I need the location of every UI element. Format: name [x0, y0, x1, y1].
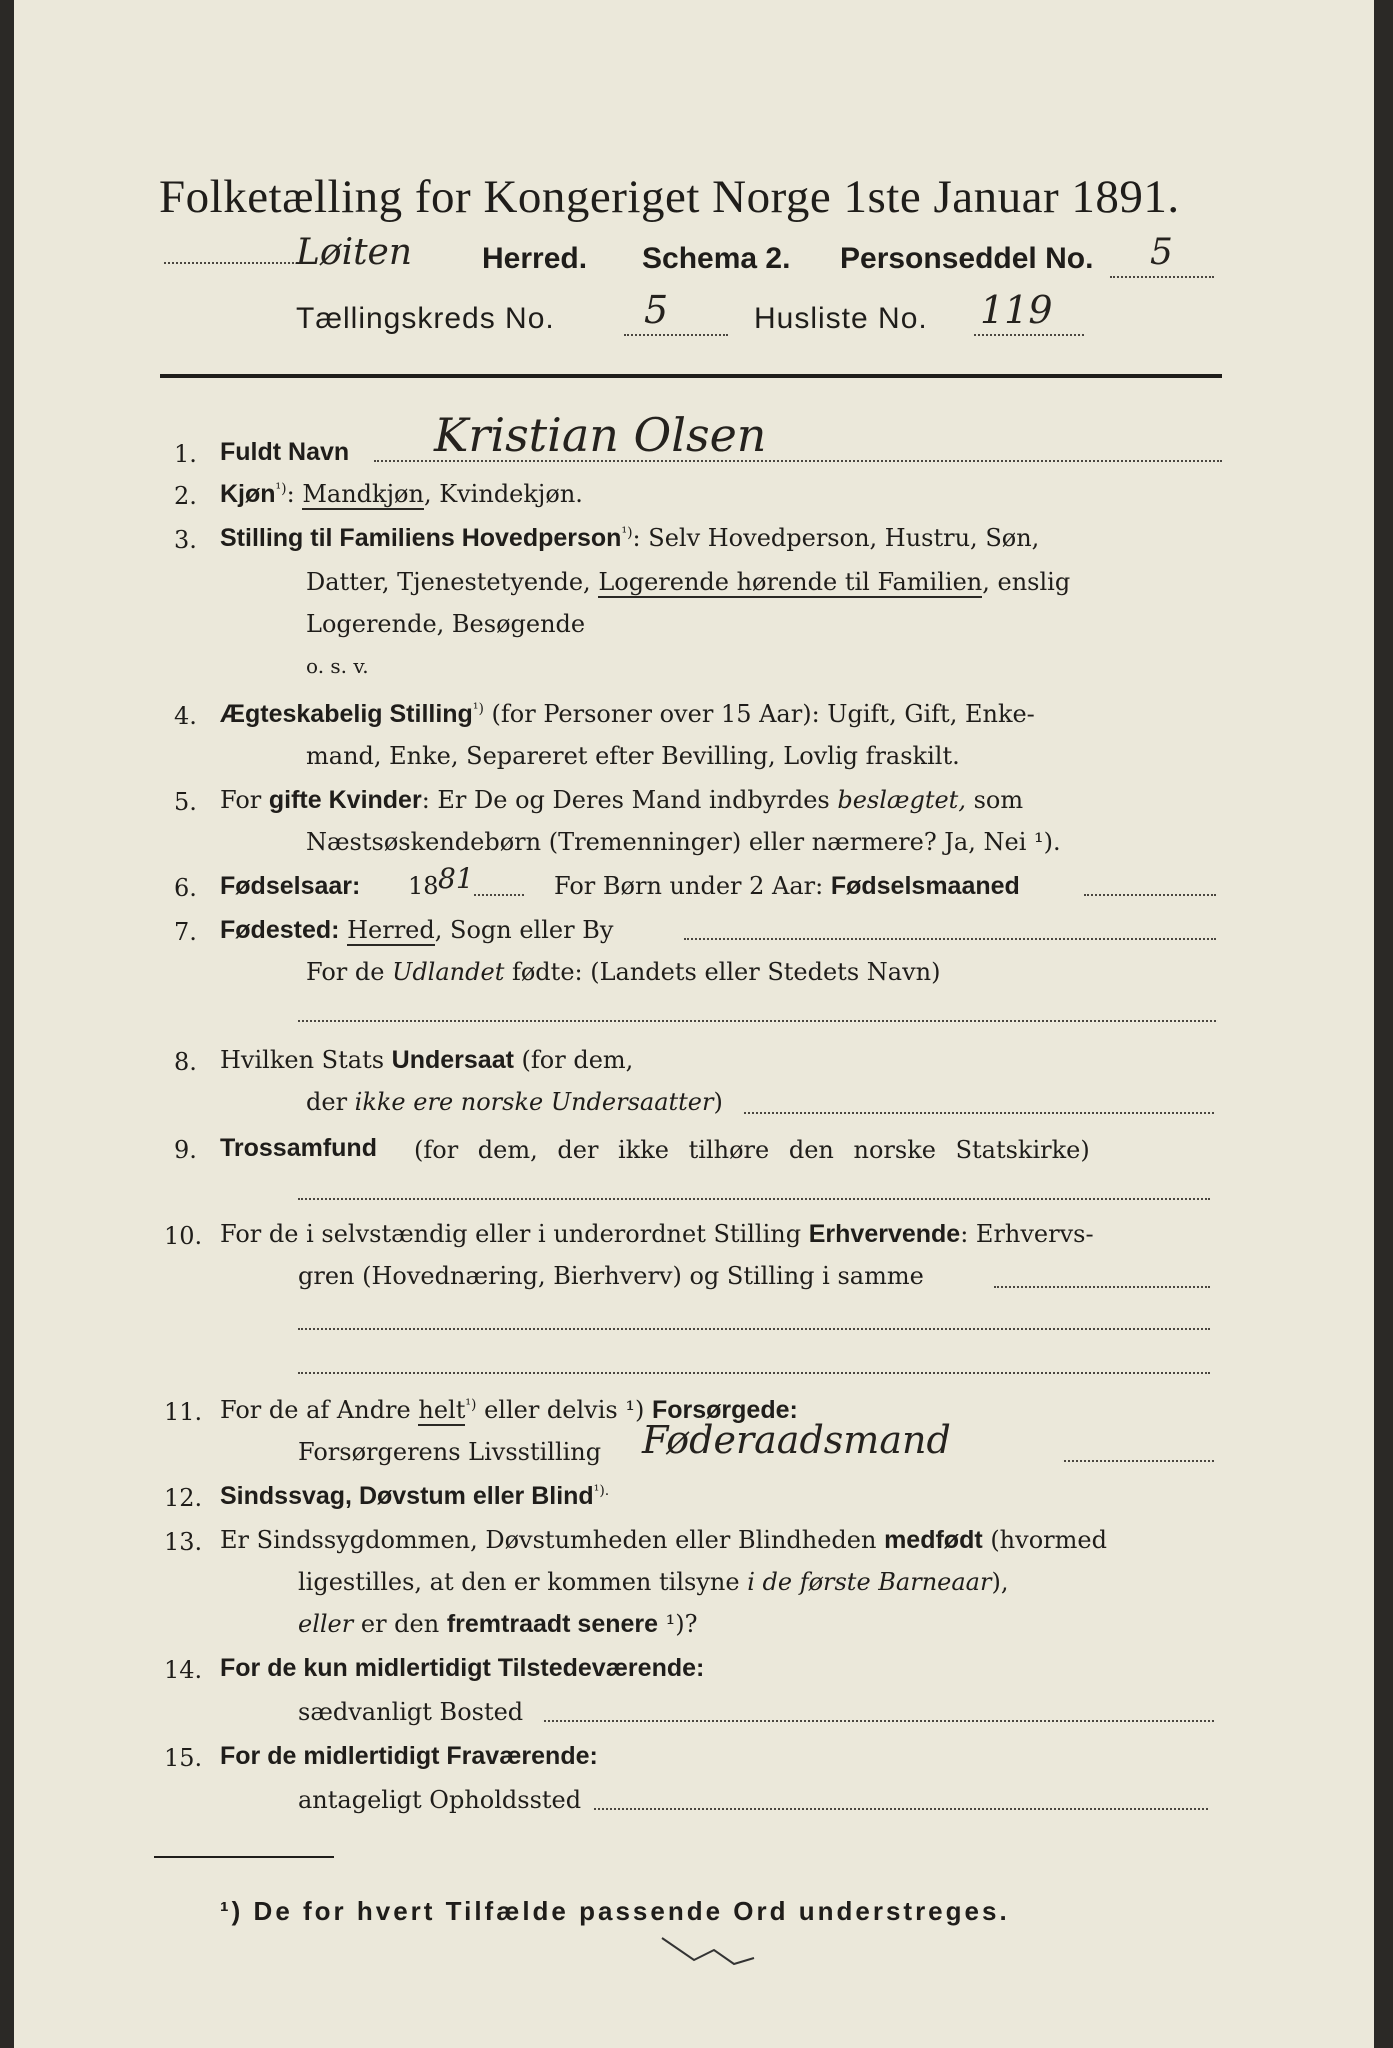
q10-dotline1 — [994, 1286, 1210, 1288]
q7-line1: Fødested: Herred, Sogn eller By — [220, 916, 614, 944]
q14-dotline — [544, 1720, 1214, 1722]
schema-label: Schema 2. — [642, 242, 791, 275]
q4-number: 4. — [174, 702, 197, 730]
q14-number: 14. — [164, 1656, 203, 1684]
q5-line2: Næstsøskendebørn (Tremenninger) eller nærmere? Ja, Nei ¹). — [306, 828, 1061, 856]
herred-dotline — [164, 262, 298, 264]
q2-number: 2. — [174, 482, 197, 510]
kreds-value: 5 — [644, 288, 669, 332]
personseddel-value: 5 — [1150, 232, 1173, 273]
q6-year-prefix: 18 — [408, 872, 439, 900]
q2-selected-option: Mandkjøn — [302, 480, 424, 508]
q11-selected-option: helt — [418, 1396, 466, 1424]
q9-number: 9. — [174, 1136, 197, 1164]
q6-year-dotline — [474, 894, 524, 896]
q7-number: 7. — [174, 918, 197, 946]
q6-month-dotline — [1084, 894, 1216, 896]
q12-line: Sindssvag, Døvstum eller Blind$^{^1).}$ — [220, 1482, 610, 1510]
q8-line2: der ikke ere norske Undersaatter) — [306, 1088, 723, 1116]
husliste-label: Husliste No. — [754, 302, 928, 335]
q1-label: Fuldt Navn — [220, 438, 350, 466]
herred-label: Herred. — [482, 242, 588, 275]
q13-line3: eller er den fremtraadt senere ¹)? — [298, 1610, 698, 1638]
q15-dotline — [594, 1808, 1208, 1810]
q15-number: 15. — [164, 1744, 203, 1772]
form-title: Folketælling for Kongeriget Norge 1ste Januar 1891. — [159, 171, 1180, 223]
q3-selected-option: Logerende hørende til Familien — [598, 568, 983, 596]
q15-label: For de midlertidigt Fraværende: — [220, 1742, 598, 1770]
q1-name-value: Kristian Olsen — [434, 408, 767, 462]
husliste-dotline — [974, 334, 1084, 336]
q11-number: 11. — [164, 1398, 203, 1426]
footnote: ¹) De for hvert Tilfælde passende Ord understreges. — [220, 1896, 1010, 1926]
q7-line2: For de Udlandet fødte: (Landets eller Stedets Navn) — [306, 958, 941, 986]
q10-line2: gren (Hovednæring, Bierhverv) og Stilling i samme — [298, 1262, 924, 1290]
q3-number: 3. — [174, 526, 197, 554]
q11-line2: Forsørgerens Livsstilling — [298, 1438, 602, 1466]
q9-dotline — [298, 1198, 1210, 1200]
census-form-page — [14, 0, 1374, 2048]
personseddel-dotline — [1110, 276, 1214, 278]
q10-number: 10. — [164, 1222, 203, 1250]
q5-line1: For gifte Kvinder: Er De og Deres Mand indbyrdes beslægtet, som — [220, 786, 1024, 814]
herred-value: Løiten — [296, 232, 413, 273]
q11-livsstilling-value: Føderaadsmand — [642, 1418, 951, 1462]
q6-year-value: 81 — [438, 862, 474, 895]
kreds-dotline — [624, 334, 728, 336]
q10-line1: For de i selvstændig eller i underordnet Stilling Erhvervende: Erhvervs- — [220, 1220, 1094, 1248]
q11-line1: For de af Andre helt$^{^1)}$ eller delvis ¹) Forsørgede: — [220, 1396, 798, 1424]
q8-line1: Hvilken Stats Undersaat (for dem, — [220, 1046, 634, 1074]
kreds-label: Tællingskreds No. — [296, 302, 555, 335]
q5-number: 5. — [174, 788, 197, 816]
q10-dotline3 — [298, 1372, 1210, 1374]
header-rule — [160, 374, 1222, 378]
q8-number: 8. — [174, 1048, 197, 1076]
pen-scribble-mark — [654, 1930, 764, 1990]
q9-text: (for dem, der ikke tilhøre den norske Statskirke) — [414, 1136, 1090, 1164]
q13-line1: Er Sindssygdommen, Døvstumheden eller Blindheden medfødt (hvormed — [220, 1526, 1107, 1554]
q6-label: Fødselsaar: — [220, 872, 361, 900]
q4-line1: Ægteskabelig Stilling$^{^1)}$ (for Personer over 15 Aar): Ugift, Gift, Enke- — [220, 700, 1035, 728]
q15-line2: antageligt Opholdssted — [298, 1786, 582, 1814]
q14-label: For de kun midlertidigt Tilstedeværende: — [220, 1654, 705, 1682]
q7-dotline2 — [298, 1020, 1216, 1022]
q3-line1: Stilling til Familiens Hovedperson$^{^1)}$: Selv Hovedperson, Hustru, Søn, — [220, 524, 1040, 552]
q9-label: Trossamfund — [220, 1134, 377, 1162]
q13-number: 13. — [164, 1528, 203, 1556]
q6-month-line: For Børn under 2 Aar: Fødselsmaaned — [554, 872, 1020, 900]
q3-line4: o. s. v. — [306, 654, 369, 678]
q13-line2: ligestilles, at den er kommen tilsyne i de første Barneaar), — [298, 1568, 1009, 1596]
husliste-value: 119 — [980, 288, 1053, 332]
q14-line2: sædvanligt Bosted — [298, 1698, 524, 1726]
personseddel-label: Personseddel No. — [840, 242, 1094, 275]
footnote-rule — [154, 1856, 334, 1858]
q10-dotline2 — [298, 1328, 1210, 1330]
q8-dotline — [744, 1112, 1214, 1114]
q4-line2: mand, Enke, Separeret efter Bevilling, Lovlig fraskilt. — [306, 742, 960, 770]
q3-line2: Datter, Tjenestetyende, Logerende hørende til Familien, enslig — [306, 568, 1071, 596]
q6-number: 6. — [174, 874, 197, 902]
q1-number: 1. — [174, 440, 197, 468]
q2-line: Kjøn$^{^1)}$: Mandkjøn, Kvindekjøn. — [220, 480, 583, 508]
q7-selected-option: Herred — [347, 916, 435, 944]
q12-number: 12. — [164, 1484, 203, 1512]
q7-dotline1 — [684, 938, 1216, 940]
q11-dotline — [1064, 1460, 1214, 1462]
q3-line3: Logerende, Besøgende — [306, 610, 586, 638]
